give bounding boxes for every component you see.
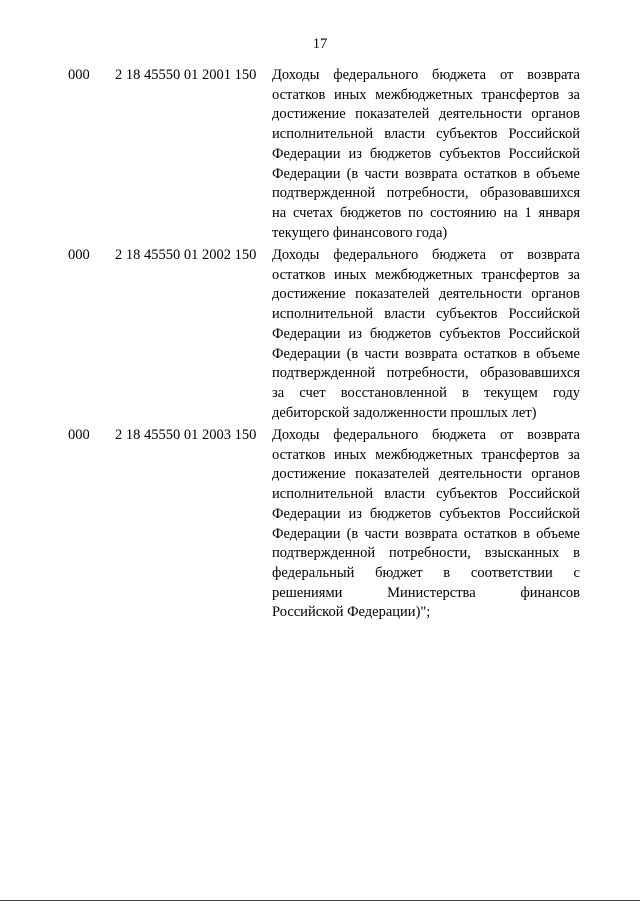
description-line: Доходы федерального бюджета от возврата [272, 247, 580, 263]
budget-entry-1 [0, 66, 640, 246]
page-number: 17 [312, 36, 328, 52]
budget-classification-code: 2 18 45550 01 2003 150 [115, 427, 257, 443]
income-description [272, 66, 580, 243]
description-line: остатков иных межбюджетных трансфертов за [272, 86, 580, 103]
description-line: Доходы федерального бюджета от возврата [272, 427, 580, 443]
income-description [272, 246, 580, 423]
description-line: дебиторской задолженности прошлых лет) [272, 404, 537, 421]
description-line: на счетах бюджетов по состоянию на 1 января [272, 204, 580, 221]
description-line: Федерации (в части возврата остатков в объеме [272, 165, 580, 182]
description-line: Федерации (в части возврата остатков в объеме [272, 345, 580, 362]
description-line: достижение показателей деятельности органов [272, 286, 580, 303]
admin-code: 000 [68, 427, 90, 443]
description-line: исполнительной власти субъектов Российской [272, 126, 580, 143]
budget-classification-code: 2 18 45550 01 2001 150 [115, 67, 257, 83]
scan-bottom-edge [0, 900, 640, 901]
description-line: за счет восстановленной в текущем году [272, 384, 580, 401]
description-line: текущего финансового года) [272, 224, 448, 241]
description-line: решениями Министерства финансов [272, 584, 580, 601]
description-line: исполнительной власти субъектов Российской [272, 486, 580, 503]
budget-classification-code: 2 18 45550 01 2002 150 [115, 247, 257, 263]
admin-code: 000 [68, 67, 90, 83]
admin-code: 000 [68, 247, 90, 263]
description-line: исполнительной власти субъектов Российской [272, 306, 580, 323]
budget-code-table [0, 66, 640, 621]
description-line: Доходы федерального бюджета от возврата [272, 67, 580, 83]
description-line: Федерации из бюджетов субъектов Российской [272, 505, 580, 522]
description-line: остатков иных межбюджетных трансфертов за [272, 266, 580, 283]
description-line: подтвержденной потребности, образовавшихся [272, 365, 580, 382]
description-line: остатков иных межбюджетных трансфертов за [272, 446, 580, 463]
description-line: Федерации из бюджетов субъектов Российской [272, 325, 580, 342]
description-line: федеральный бюджет в соответствии с [272, 564, 580, 581]
budget-entry-3 [0, 426, 640, 621]
description-line: Федерации из бюджетов субъектов Российской [272, 145, 580, 162]
description-line: Федерации (в части возврата остатков в объеме [272, 525, 580, 542]
income-description [272, 426, 580, 623]
description-line: достижение показателей деятельности органов [272, 466, 580, 483]
description-line: подтвержденной потребности, образовавшихся [272, 185, 580, 202]
description-line: подтвержденной потребности, взысканных в [272, 545, 580, 562]
budget-entry-2 [0, 246, 640, 426]
description-line: достижение показателей деятельности органов [272, 106, 580, 123]
description-line: Российской Федерации)"; [272, 604, 431, 621]
